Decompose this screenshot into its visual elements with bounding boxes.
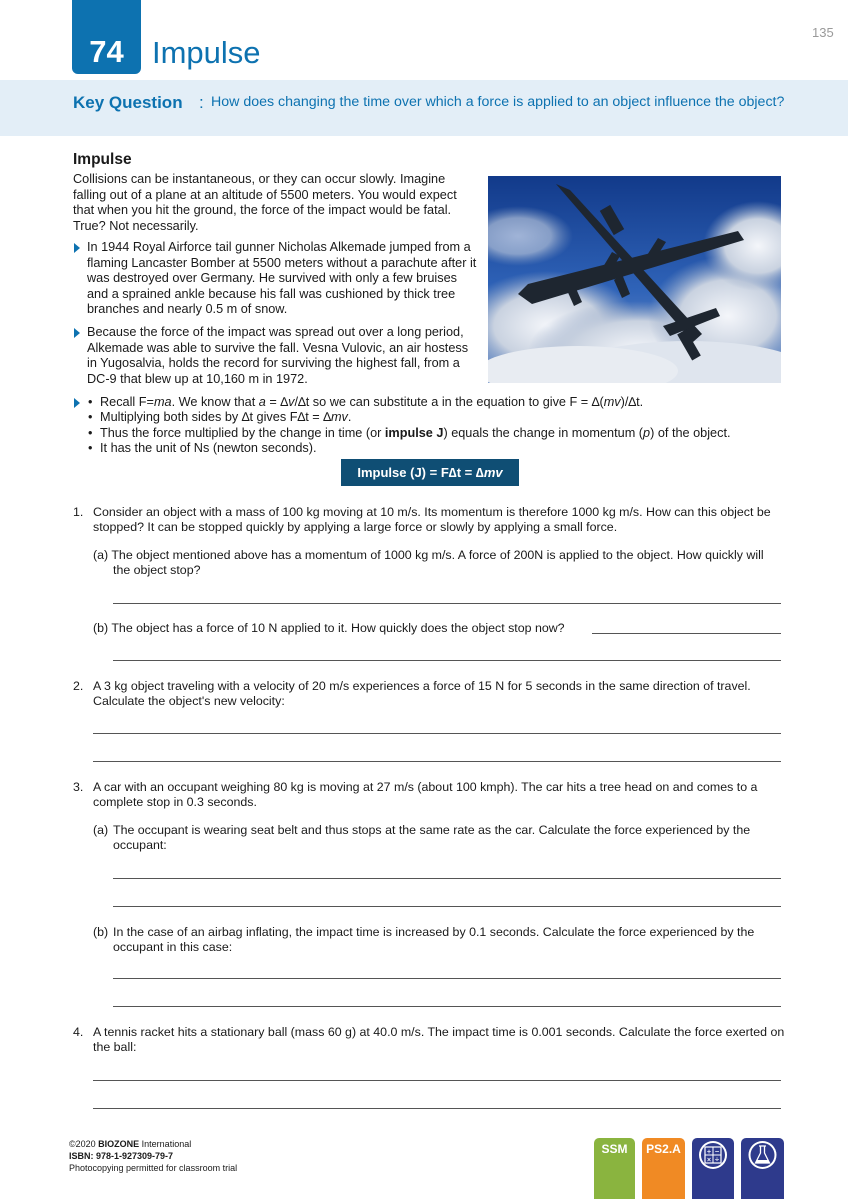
question-1b-text: (b) The object has a force of 10 N applied to it. How quickly does the object stop now?: [93, 621, 565, 635]
theory-bullet-multiply: Multiplying both sides by ∆t gives F∆t = ∆mv.: [100, 410, 352, 424]
theory-bullet-impulse: Thus the force multiplied by the change in time (or impulse J) equals the change in momentum (p) of the object.: [100, 426, 731, 440]
bullet-dot: •: [88, 441, 93, 455]
bullet-arrow-icon: [74, 398, 80, 408]
answer-line[interactable]: [93, 1080, 781, 1081]
answer-line[interactable]: [93, 1108, 781, 1109]
copyright-line: ©2020 BIOZONE International: [69, 1139, 192, 1149]
svg-text:×: ×: [706, 1156, 712, 1164]
ps2a-badge: PS2.A: [642, 1138, 685, 1199]
bullet-alkemade: In 1944 Royal Airforce tail gunner Nicholas Alkemade jumped from a flaming Lancaster Bomber at 5500 meters without a parachute after it was destroyed over Germany. He survived with only a few bruises and a sprained ankle because his fall was cushioned by thick tree branches and nearly 0.5 m of snow.: [87, 240, 477, 317]
question-number: 2.: [73, 679, 84, 693]
impulse-equation-box: Impulse (J) = F∆t = ∆mv: [341, 459, 519, 486]
lab-flask-icon: [741, 1138, 784, 1178]
svg-text:+: +: [706, 1148, 712, 1156]
intro-paragraph: Collisions can be instantaneous, or they can occur slowly. Imagine falling out of a plane at an altitude of 5500 meters. You would expect that when you hit the ground, the force of the impact would be fatal. True? Not necessarily.: [73, 172, 457, 233]
lancaster-bomber-photo: [488, 176, 781, 383]
answer-line[interactable]: [113, 906, 781, 907]
question-4-text: A tennis racket hits a stationary ball (mass 60 g) at 40.0 m/s. The impact time is 0.001 seconds. Calculate the force exerted on the ball:: [93, 1025, 785, 1054]
question-2-text: A 3 kg object traveling with a velocity of 20 m/s experiences a force of 15 N for 5 seconds in the same direction of travel. Calculate the object's new velocity:: [93, 679, 751, 708]
answer-line[interactable]: [113, 660, 781, 661]
question-number: 3.: [73, 780, 84, 794]
bullet-dot: •: [88, 426, 93, 440]
question-3a-label: (a): [93, 823, 109, 837]
photocopy-notice: Photocopying permitted for classroom trial: [69, 1163, 238, 1173]
page-title: Impulse: [152, 35, 261, 70]
svg-text:÷: ÷: [714, 1156, 720, 1164]
bullet-dot: •: [88, 395, 93, 409]
answer-line[interactable]: [93, 733, 781, 734]
ssm-badge: SSM: [594, 1138, 635, 1199]
isbn-line: ISBN: 978-1-927309-79-7: [69, 1151, 174, 1161]
question-number: 4.: [73, 1025, 84, 1039]
chapter-number-tab: 74: [72, 0, 141, 74]
key-question-text: How does changing the time over which a force is applied to an object influence the object?: [211, 94, 785, 110]
section-heading: Impulse: [73, 151, 132, 168]
answer-line[interactable]: [113, 603, 781, 604]
key-question-label: Key Question: [73, 93, 183, 112]
question-1-text: Consider an object with a mass of 100 kg moving at 10 m/s. Its momentum is therefore 1000 kg m/s. How can this object be stopped? It can be stopped quickly by applying a large force or slowly by applying a small force.: [93, 505, 771, 534]
question-3b-text: In the case of an airbag inflating, the impact time is increased by 0.1 seconds. Calculate the force experienced by the occupant in this case:: [113, 925, 755, 954]
bullet-dot: •: [88, 410, 93, 424]
answer-line[interactable]: [93, 761, 781, 762]
answer-line[interactable]: [113, 1006, 781, 1007]
answer-line[interactable]: [113, 878, 781, 879]
answer-line[interactable]: [592, 633, 781, 634]
question-3a-text: The occupant is wearing seat belt and thus stops at the same rate as the car. Calculate the force experienced by the occupant:: [113, 823, 751, 852]
calculator-badge: [692, 1138, 734, 1199]
bullet-vulovic: Because the force of the impact was spread out over a long period, Alkemade was able to survive the fall. Vesna Vulovic, an air hostess in Yugosalvia, holds the record for surviving the highest fall, from a DC-9 that blew up at 10,160 m in 1972.: [87, 325, 469, 386]
question-3-text: A car with an occupant weighing 80 kg is moving at 27 m/s (about 100 kmph). The car hits a tree head on and comes to a complete stop in 0.3 seconds.: [93, 780, 758, 809]
answer-line[interactable]: [113, 978, 781, 979]
question-3b-label: (b): [93, 925, 109, 939]
question-1a-text: (a) The object mentioned above has a momentum of 1000 kg m/s. A force of 200N is applied to the object. How quickly will the object stop?: [93, 548, 764, 577]
theory-bullet-newton: Recall F=ma. We know that a = ∆v/∆t so we can substitute a in the equation to give F = ∆(mv)/∆t.: [100, 395, 644, 409]
question-number: 1.: [73, 505, 84, 519]
theory-bullet-unit: It has the unit of Ns (newton seconds).: [100, 441, 317, 455]
calculator-icon: [692, 1138, 734, 1178]
bullet-arrow-icon: [74, 243, 80, 253]
page-number: 135: [812, 25, 834, 40]
lab-badge: [741, 1138, 784, 1199]
key-question-colon: :: [199, 93, 204, 112]
bullet-arrow-icon: [74, 328, 80, 338]
svg-text:−: −: [714, 1148, 720, 1156]
